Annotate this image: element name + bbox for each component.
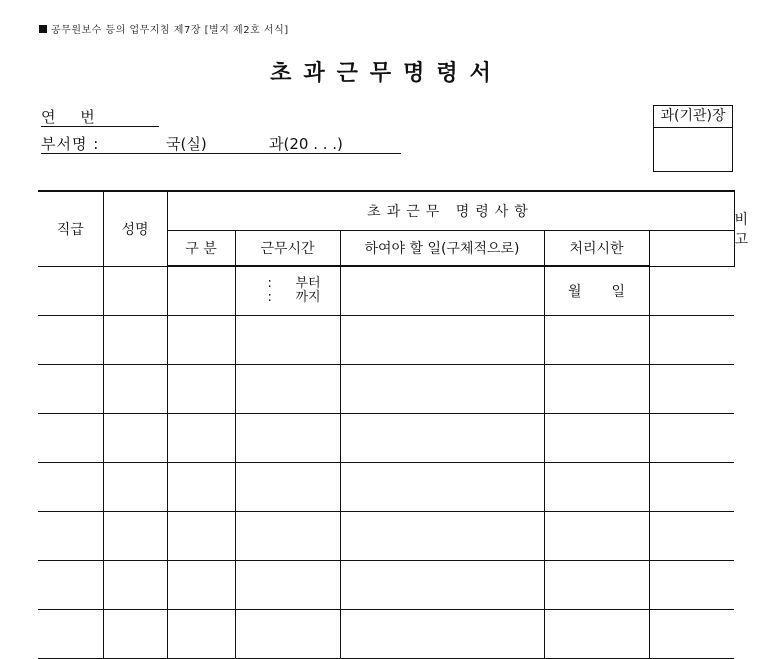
cell-name[interactable] [103, 610, 167, 659]
cell-remarks[interactable] [649, 463, 734, 512]
table-row [38, 365, 734, 414]
header-type: 구 분 [167, 231, 235, 267]
cell-deadline[interactable] [544, 365, 649, 414]
header-name: 성명 [103, 191, 167, 266]
approval-seal-box[interactable] [653, 105, 733, 172]
cell-deadline[interactable] [544, 610, 649, 659]
cell-name[interactable] [103, 365, 167, 414]
cell-type[interactable] [167, 365, 235, 414]
department-division-date-label: 과(20 . . .) [269, 135, 343, 153]
cell-type[interactable] [167, 561, 235, 610]
cell-rank[interactable] [38, 365, 103, 414]
cell-work-hours[interactable]: : 부터 : 까지 [235, 266, 340, 316]
cell-remarks[interactable] [649, 414, 734, 463]
cell-deadline[interactable] [544, 512, 649, 561]
cell-rank[interactable] [38, 316, 103, 365]
header-order-details: 초과근무 명령사항 [167, 191, 734, 231]
cell-rank[interactable] [38, 561, 103, 610]
cell-task[interactable] [340, 316, 544, 365]
cell-type[interactable] [167, 512, 235, 561]
table-row [38, 610, 734, 659]
cell-rank[interactable] [38, 512, 103, 561]
table-row [38, 266, 734, 316]
cell-type[interactable] [167, 414, 235, 463]
seal-label: 과(기관)장 [654, 106, 732, 128]
serial-number-field[interactable]: 연 번 [41, 106, 159, 127]
cell-deadline[interactable] [544, 414, 649, 463]
time-from-label: 부터 [295, 276, 321, 291]
cell-rank[interactable] [38, 266, 103, 316]
header-deadline: 처리시한 [544, 231, 649, 267]
cell-work-hours[interactable] [235, 316, 340, 365]
cell-type[interactable] [167, 463, 235, 512]
department-bureau-label: 국(실) [166, 135, 207, 153]
cell-name[interactable] [103, 414, 167, 463]
cell-work-hours[interactable] [235, 414, 340, 463]
cell-work-hours[interactable] [235, 512, 340, 561]
cell-type[interactable] [167, 610, 235, 659]
cell-task[interactable] [340, 365, 544, 414]
cell-type[interactable] [167, 266, 235, 316]
cell-name[interactable] [103, 463, 167, 512]
table-header-row: 직급 성명 초과근무 명령사항 비 고 [38, 191, 734, 231]
deadline-month-label: 월 [567, 284, 582, 300]
cell-remarks[interactable] [649, 610, 734, 659]
overtime-table [38, 190, 755, 659]
cell-name[interactable] [103, 512, 167, 561]
cell-deadline[interactable] [544, 266, 649, 316]
cell-type[interactable] [167, 316, 235, 365]
cell-name[interactable] [103, 316, 167, 365]
cell-task[interactable] [340, 512, 544, 561]
time-to-label: 까지 [295, 290, 321, 305]
cell-task[interactable] [340, 610, 544, 659]
cell-deadline[interactable] [544, 463, 649, 512]
header-task: 하여야 할 일(구체적으로) [340, 231, 544, 267]
cell-remarks[interactable] [649, 316, 734, 365]
department-field[interactable] [41, 133, 401, 154]
form-title: 초과근무명령서 [270, 61, 503, 86]
cell-work-hours[interactable] [235, 610, 340, 659]
cell-task[interactable] [340, 561, 544, 610]
cell-rank[interactable] [38, 610, 103, 659]
cell-work-hours[interactable] [235, 365, 340, 414]
header-work-hours: 근무시간 [235, 231, 340, 267]
table-row [38, 512, 734, 561]
cell-task[interactable] [340, 463, 544, 512]
table-row [38, 316, 734, 365]
department-label: 부서명 : [41, 135, 100, 153]
cell-deadline[interactable] [544, 561, 649, 610]
cell-rank[interactable] [38, 463, 103, 512]
form-reference-note [39, 21, 289, 36]
cell-deadline[interactable] [544, 316, 649, 365]
bullet-square-icon [39, 25, 47, 33]
header-rank: 직급 [38, 191, 103, 266]
cell-name[interactable] [103, 561, 167, 610]
cell-remarks[interactable] [649, 561, 734, 610]
table-row [38, 561, 734, 610]
cell-work-hours[interactable] [235, 561, 340, 610]
cell-task[interactable] [340, 414, 544, 463]
form-reference-text: 공무원보수 등의 업무지침 제7장 [별지 제2호 서식] [51, 25, 289, 36]
cell-remarks[interactable] [649, 266, 734, 316]
cell-task[interactable] [340, 266, 544, 316]
table-row [38, 463, 734, 512]
cell-work-hours[interactable] [235, 463, 340, 512]
cell-rank[interactable] [38, 414, 103, 463]
cell-name[interactable] [103, 266, 167, 316]
deadline-day-label: 일 [611, 284, 626, 300]
table-row [38, 414, 734, 463]
cell-remarks[interactable] [649, 365, 734, 414]
cell-remarks[interactable] [649, 512, 734, 561]
